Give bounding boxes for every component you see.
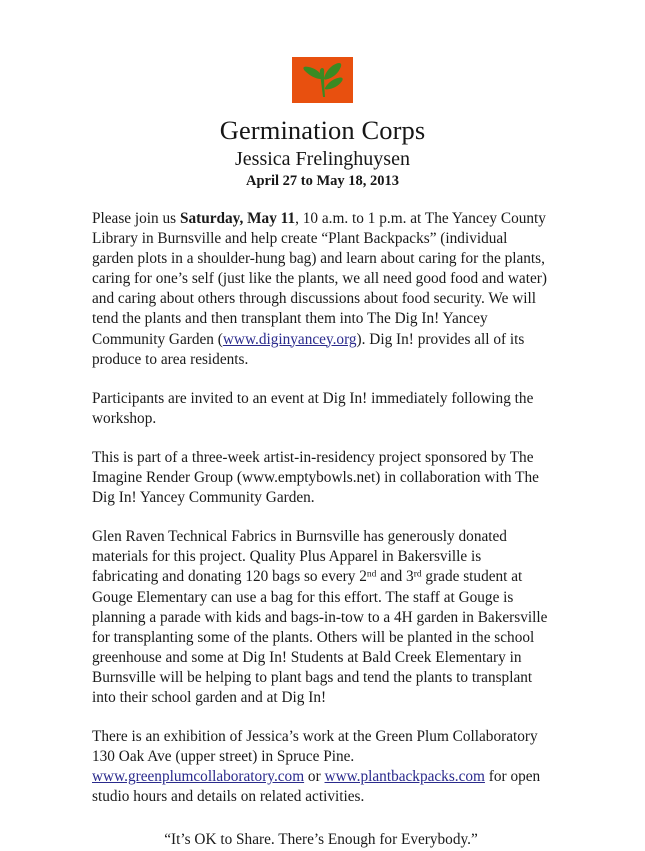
closing-quote: “It’s OK to Share. There’s Enough for Everybody.” [164, 831, 478, 849]
document-author: Jessica Frelinghuysen [235, 148, 410, 171]
paragraph-1 [92, 209, 550, 370]
document-dates: April 27 to May 18, 2013 [245, 173, 400, 190]
paragraph-4-text-3: grade student at Gouge Elementary can use a bag for this effort. The staff at Gouge is planning a parade with kids and bags-in-tow to a 4H garden in Bakersville for transplanting some of the plants. Others will be planted in the school greenhouse and some at Dig In! Students at Bald Creek Elementary in Burnsville will be helping to plant bags and tend the plants to transplant into their school garden and at Dig In! [92, 568, 548, 706]
seedling-logo-icon [292, 57, 353, 103]
link-plantbackpacks[interactable]: www.plantbackpacks.com [324, 768, 485, 786]
paragraph-1-text-after-link: ). Dig In! provides all of its produce to area residents. [92, 330, 525, 368]
link-greenplumcollaboratory[interactable]: www.greenplumcollaboratory.com [92, 768, 305, 786]
paragraph-4 [92, 527, 550, 708]
link-diginyancey[interactable]: www.diginyancey.org [222, 330, 357, 348]
document-body [92, 209, 550, 851]
paragraph-5-text-2: for open studio hours and details on related activities. [92, 768, 541, 806]
event-date-bold: Saturday, May 11 [179, 210, 296, 227]
paragraph-5-conjunction: or [304, 768, 325, 786]
ordinal-suffix-rd: rd [413, 570, 422, 581]
paragraph-4-text-1: Glen Raven Technical Fabrics in Burnsville has generously donated materials for this project. Quality Plus Apparel in Bakersville is fabricating and donating 120 bags so every 2 [92, 528, 507, 586]
paragraph-3: This is part of a three-week artist-in-residency project sponsored by The Imagine Render Group (www.emptybowls.net) in collaboration with The Dig In! Yancey Community Garden. [92, 448, 539, 507]
ordinal-suffix-nd: nd [366, 570, 377, 581]
paragraph-1-text-before-bold: Please join us [92, 210, 180, 227]
paragraph-5-text-1: There is an exhibition of Jessica’s work at the Green Plum Collaboratory 130 Oak Ave (upper street) in Spruce Pine. [92, 728, 538, 766]
document-header [0, 0, 645, 190]
paragraph-5 [92, 727, 550, 807]
paragraph-1-text-middle: , 10 a.m. to 1 p.m. at The Yancey County Library in Burnsville and help create “Plant Backpacks” (individual garden plots in a shoulder-hung bag) and learn about caring for the plants, caring for one’s self (just like the plants, we all need good food and water) and caring about others through discussions about food security. We will tend the plants and then transplant them into The Dig In! Yancey Community Garden ( [92, 210, 547, 348]
page-title: Germination Corps [219, 115, 426, 145]
paragraph-4-text-2: and 3 [376, 568, 414, 586]
paragraph-2: Participants are invited to an event at Dig In! immediately following the workshop. [92, 389, 534, 427]
